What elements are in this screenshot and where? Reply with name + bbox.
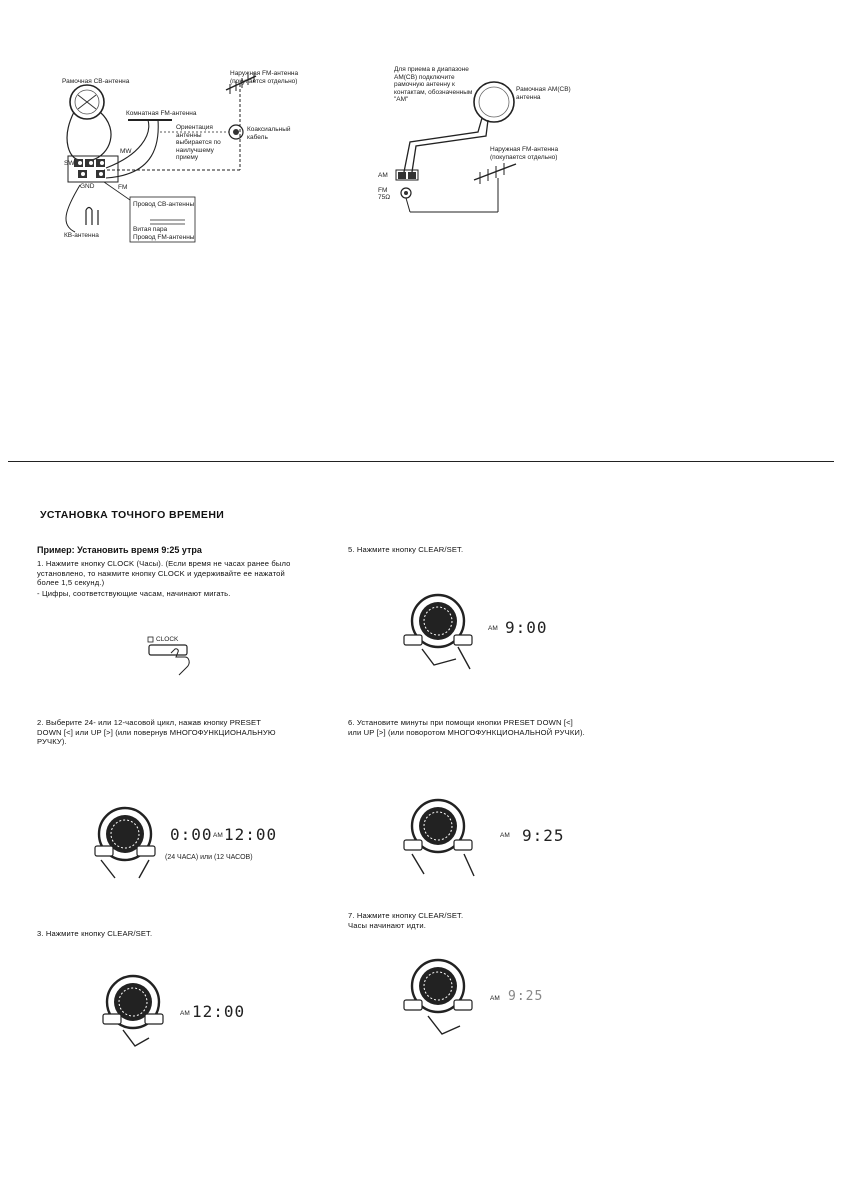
clock-button-label: CLOCK	[156, 636, 179, 643]
step1-text: 1. Нажмите кнопку CLOCK (Часы). (Если время не часах ранее было установлено, то нажмите кнопку CLOCK и удерживайте ее нажатой более 1,5 секунд.)	[37, 559, 291, 588]
am-note-label: Для приема в диапазоне AM(CB) подключите рамочную антенну к контактам, обозначенным "AM"	[394, 66, 473, 103]
clock-button-illustration	[145, 635, 195, 677]
twisted-pair-label: Витая пара	[133, 226, 168, 233]
step2-caption: (24 ЧАСА) или (12 ЧАСОВ)	[165, 854, 253, 861]
sw-label: SW	[64, 160, 75, 167]
kv-antenna-label: КВ-антенна	[64, 232, 99, 239]
antenna-diagram-left	[40, 60, 330, 260]
fm-75-label: 75Ω	[378, 194, 391, 201]
step5-am-label: AM	[488, 625, 498, 632]
step6-unit-illustration	[398, 790, 478, 878]
multi-knob-icon	[398, 950, 478, 1040]
step6-text: 6. Установите минуты при помощи кнопки PRESET DOWN [<] или UP [>] (или поворотом МНОГОФУНКЦИОНАЛЬНОЙ РУЧКИ).	[348, 718, 585, 737]
mw-label: MW	[120, 148, 132, 155]
multi-knob-icon	[398, 790, 478, 878]
example-heading: Пример: Установить время 9:25 утра	[37, 545, 202, 555]
am-wire-label: Провод СВ-антенны	[133, 201, 195, 208]
antenna-diagram-right	[370, 60, 600, 230]
coax-label: Коаксиальный кабель	[247, 126, 291, 141]
step3-text: 3. Нажмите кнопку CLEAR/SET.	[37, 929, 153, 938]
step2-text: 2. Выберите 24- или 12-часовой цикл, нажав кнопку PRESET DOWN [<] или UP [>] (или повернув МНОГОФУНКЦИОНАЛЬНУЮ РУЧКУ).	[37, 718, 276, 747]
step2-am-label: AM	[213, 832, 223, 839]
section-divider	[8, 461, 834, 462]
step6-am-label: AM	[500, 832, 510, 839]
step7-am-label: AM	[490, 995, 500, 1002]
step2-lcd-24h: 0:00	[170, 825, 213, 844]
step2-lcd-12h: 12:00	[224, 825, 278, 844]
step7-unit-illustration	[398, 950, 478, 1040]
step7-text: 7. Нажмите кнопку CLEAR/SET.	[348, 911, 464, 920]
fm-terminal-label: FM	[378, 187, 388, 194]
step1-note: - Цифры, соответствующие часам, начинают мигать.	[37, 589, 231, 598]
step3-am-label: AM	[180, 1010, 190, 1017]
step5-text: 5. Нажмите кнопку CLEAR/SET.	[348, 545, 464, 554]
section-title: УСТАНОВКА ТОЧНОГО ВРЕМЕНИ	[40, 509, 225, 521]
step7-lcd: 9:25	[508, 989, 544, 1004]
orientation-label: Ориентация антенны выбирается по наилучшему приему	[176, 124, 221, 161]
step5-unit-illustration	[398, 585, 478, 671]
fm-indoor-label: Комнатная FM-антенна	[126, 110, 197, 117]
step7-note: Часы начинают идти.	[348, 921, 426, 930]
multi-knob-icon	[398, 585, 478, 671]
multi-knob-icon	[93, 968, 173, 1050]
am-loop-label: Рамочная СВ-антенна	[62, 78, 130, 85]
multi-knob-icon	[85, 800, 165, 882]
step3-lcd: 12:00	[192, 1002, 246, 1021]
fm-wire-label: Провод FM-антенны	[133, 234, 195, 241]
step5-lcd: 9:00	[505, 618, 548, 637]
fm-label: FM	[118, 184, 128, 191]
gnd-label: GND	[80, 183, 95, 190]
step3-unit-illustration	[93, 968, 173, 1050]
step6-lcd: 9:25	[522, 826, 565, 845]
step2-unit-illustration	[85, 800, 165, 882]
am-terminal-label: AM	[378, 172, 388, 179]
fm-outdoor-label: Наружная FM-антенна (покупается отдельно)	[230, 70, 299, 85]
fm-outdoor-right-label: Наружная FM-антенна (покупается отдельно)	[490, 146, 559, 161]
am-loop-right-label: Рамочная AM(CB) антенна	[516, 86, 571, 101]
